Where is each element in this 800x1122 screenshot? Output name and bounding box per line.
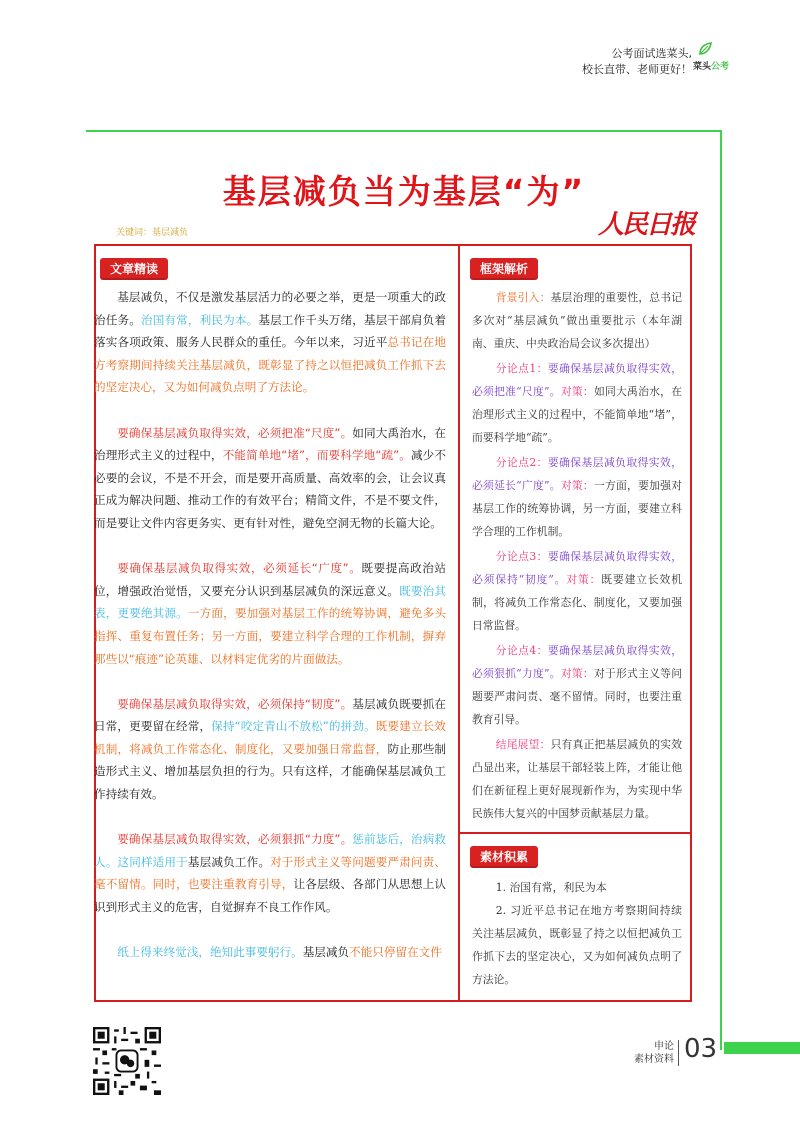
point-4 [472, 639, 682, 731]
text-run: 减少不必要的会议，不是不开会，而是要开高质量、高效率的会，让会议真正成为解决问题、推动工作的有效平台；精简文件，不是不要文件，而是要让文件内容更务实、更有针对性，避免空洞无物的长篇大论。 [94, 448, 446, 530]
text-run: 不能只停留在文件 [349, 945, 442, 960]
section-label-reading: 文章精读 [100, 258, 168, 280]
text-run: 要确保基层减负取得实效，必须把准“尺度”。 [117, 425, 353, 440]
text-run: 基层减负工作。 [187, 854, 271, 869]
resource-item: 2. 习近平总书记在地方考察期间持续关注基层减负，既彰显了持之以恒把减负工作抓下去的坚定决心，又为如何减负点明了方法论。 [472, 904, 682, 986]
text-run: 纸上得来终觉浅，绝知此事要躬行。 [117, 945, 303, 960]
point-3 [472, 545, 682, 637]
footer-label [620, 1040, 674, 1066]
point-sep: 对策： [560, 479, 594, 492]
text-run: 惩前毖后，治病救人。这同样适用于 [94, 832, 446, 869]
text-run: 要确保基层减负取得实效，必须保持“韧度”。 [117, 696, 353, 711]
paragraph [94, 422, 446, 535]
text-run: 防止那些制造形式主义、增加基层负担的行为。只有这样，才能确保基层减负工作持续有效。 [94, 741, 446, 802]
text-run: 要确保基层减负取得实效，必须延长“广度”。 [117, 561, 362, 576]
leaf-logo-icon [698, 42, 712, 56]
brand-logo [693, 59, 729, 72]
paragraph [94, 286, 446, 399]
text-run: 既要治其表，更要绝其源。 [94, 583, 446, 621]
resource-item: 1. 治国有常，利民为本 [495, 881, 607, 894]
point-label: 分论点2： [495, 456, 548, 469]
point-label: 分论点3： [495, 550, 548, 563]
right-section-divider [458, 832, 692, 834]
paragraph [94, 941, 446, 964]
point-sep: 对策： [566, 573, 602, 586]
text-run: 如同大禹治水，在治理形式主义的过程中， [94, 425, 446, 463]
text-run: 一方面，要加强对基层工作的统筹协调，避免多头指挥、重复布置任务；另一方面，要建立科学合理的工作机制，摒弃那些以“痕迹”论英雄、以材料定优劣的片面做法。 [94, 606, 446, 666]
paragraph [94, 557, 446, 670]
point-text: 既要建立长效机制，将减负工作常态化、制度化，又要加强日常监督。 [472, 573, 683, 632]
point-sep: 对策： [560, 385, 594, 398]
article-title: 基层减负当为基层“为” [222, 172, 586, 211]
header-slogan [492, 46, 692, 78]
footer-divider [678, 1040, 679, 1066]
article-body [94, 286, 446, 986]
point-text: 对于形式主义等问题要严肃问责、毫不留情。同时，也要注重教育引导。 [472, 667, 683, 726]
paragraph [94, 828, 446, 918]
text-run: 基层减负既要抓在日常，更要留在经常， [94, 696, 446, 734]
slogan-line-1: 公考面试选菜头, [611, 47, 692, 60]
point-claim: 要确保基层减负取得实效，必须保持“韧度”。 [472, 550, 683, 586]
point-1 [472, 357, 682, 449]
text-run: 基层工作千头万绪，基层干部肩负着落实各项政策、服务人民群众的重任。今年以来，习近平 [94, 312, 446, 350]
text-run: 基层减负 [302, 945, 350, 960]
section-label-framework: 框架解析 [470, 258, 538, 280]
paragraph [94, 693, 446, 806]
intro [472, 286, 682, 355]
column-divider [458, 244, 460, 1002]
text-run: 既要提高政治站位，增强政治觉悟，又要充分认识到基层减负的深远意义。 [94, 561, 446, 598]
text-run: 对于形式主义等问题要严肃问责、毫不留情。同时，也要注重教育引导， [94, 854, 446, 892]
intro-label: 背景引入： [495, 291, 551, 304]
text-run: 让各层级、各部门从思想上认识到形式主义的危害，自觉摒弃不良工作作风。 [94, 877, 446, 915]
text-run: 保持“咬定青山不放松”的拼劲。 [211, 719, 376, 734]
text-run: 要确保基层减负取得实效，必须狠抓“力度”。 [117, 832, 353, 847]
point-claim: 要确保基层减负取得实效，必须狠抓“力度”。 [472, 644, 683, 680]
framework-analysis [472, 286, 682, 827]
point-sep: 对策： [560, 667, 594, 680]
text-run: 治国有常，利民为本。 [140, 312, 259, 327]
source-logo: 人民日报 [598, 210, 695, 240]
text-run: 基层减负，不仅是激发基层活力的必要之举，更是一项重大的政治任务。 [94, 290, 446, 327]
point-text: 一方面，要加强对基层工作的统筹协调，另一方面，要建立科学合理的工作机制。 [472, 479, 683, 538]
footer-line-2: 素材资料 [634, 1054, 674, 1065]
qr-code-icon [93, 1027, 161, 1095]
intro-text: 基层治理的重要性，总书记多次对“基层减负”做出重要批示（本年湖南、重庆、中央政治局会议多次提出） [472, 291, 683, 350]
frame-top-line [86, 130, 722, 132]
conclusion-text: 只有真正把基层减负的实效凸显出来，让基层干部轻装上阵，才能让他们在新征程上更好展现新作为，为实现中华民族伟大复兴的中国梦贡献基层力量。 [472, 738, 683, 820]
keywords: 关键词：基层减负 [116, 228, 189, 238]
text-run: 不能简单地“堵”，而要科学地“疏”。 [222, 448, 411, 463]
frame-right-line [720, 130, 722, 1050]
point-label: 分论点4： [495, 644, 548, 657]
point-claim: 要确保基层减负取得实效，必须延长“广度”。 [472, 456, 683, 492]
point-claim: 要确保基层减负取得实效，必须把准“尺度”。 [472, 362, 683, 398]
brand-sub: 公考 [711, 62, 730, 72]
page-number: 03 [684, 1034, 718, 1064]
conclusion [472, 733, 682, 825]
section-label-resources: 素材积累 [470, 846, 538, 868]
point-label: 分论点1： [495, 362, 548, 375]
brand-main: 菜头 [693, 62, 712, 72]
text-run: 既要建立长效机制，将减负工作常态化、制度化，又要加强日常监督， [94, 719, 446, 756]
resources-list [472, 876, 682, 991]
conclusion-label: 结尾展望： [495, 738, 551, 751]
slogan-line-2: 校长直带、老师更好！ [582, 63, 692, 76]
point-2 [472, 451, 682, 543]
point-text: 如同大禹治水，在治理形式主义的过程中，不能简单地“堵”，而要科学地“疏”。 [472, 385, 683, 444]
text-run: 总书记在地方考察期间持续关注基层减负，既彰显了持之以恒把减负工作抓下去的坚定决心，又为如何减负点明了方法论。 [94, 335, 446, 395]
footer-line-1: 申论 [654, 1041, 674, 1052]
page-accent-bar [724, 1042, 800, 1054]
